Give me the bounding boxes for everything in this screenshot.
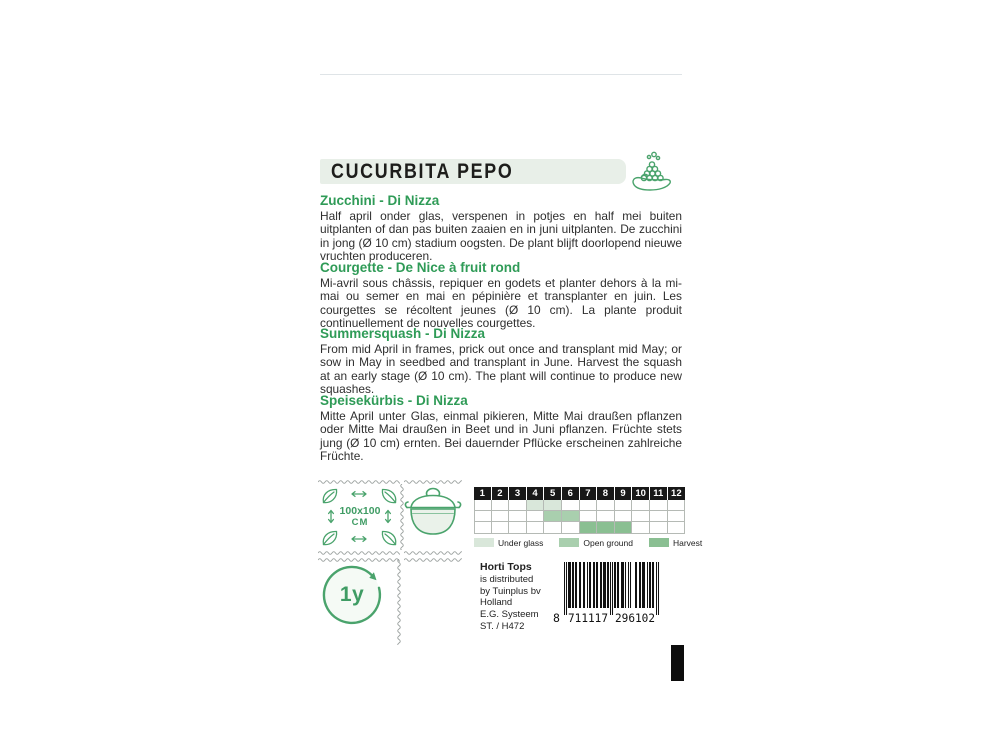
calendar-cell xyxy=(615,511,633,522)
barcode-bar xyxy=(579,562,580,608)
barcode-bar xyxy=(587,562,588,608)
barcode-bar xyxy=(594,562,595,608)
calendar-cell xyxy=(597,522,615,533)
section-body: Mitte April unter Glas, einmal pikieren, Mitte Mai draußen pflanzen oder Mitte Mai draußen in Beet und in Juni pflanzen. Früchte stets jung (Ø 10 cm) ernten. Bei dauernder Pflücke erscheinen zahlreiche Früchte. xyxy=(320,409,682,464)
barcode-bar xyxy=(593,562,594,608)
calendar-cell xyxy=(580,522,598,533)
barcode-digits: 8 xyxy=(553,611,560,624)
calendar-cell xyxy=(474,522,492,533)
sowing-calendar xyxy=(474,487,718,548)
section-en xyxy=(320,326,682,397)
barcode-bar xyxy=(568,562,569,608)
barcode-bar xyxy=(580,562,581,608)
calendar-cell xyxy=(544,522,562,533)
barcode-bar xyxy=(621,562,622,608)
page-title: CUCURBITA PEPO xyxy=(331,160,514,183)
barcode-bar xyxy=(601,562,602,608)
divider-line xyxy=(320,74,682,75)
calendar-cell xyxy=(615,500,633,511)
barcode-bar xyxy=(610,562,611,615)
legend-swatch xyxy=(474,538,494,547)
barcode-bar xyxy=(640,562,641,608)
calendar-cell xyxy=(632,511,650,522)
section-heading: Courgette - De Nice à fruit rond xyxy=(320,260,521,275)
section-heading: Speisekürbis - Di Nizza xyxy=(320,393,468,408)
section-body: Mi-avril sous châssis, repiquer en godets et planter dehors à la mi-mai ou semer en mai en pépinière et transplanter en juin. Les courgettes se récoltent jeunes (Ø 10 cm). La plante produit continuellement de nouvelles courgettes. xyxy=(320,276,682,331)
section-fr xyxy=(320,260,682,331)
section-heading: Zucchini - Di Nizza xyxy=(320,193,440,208)
barcode-bar xyxy=(650,562,651,608)
distributor-name: Horti Tops xyxy=(480,561,532,573)
barcode-bar xyxy=(647,562,648,608)
calendar-cell xyxy=(509,511,527,522)
calendar-cell xyxy=(650,511,668,522)
barcode-bar xyxy=(625,562,626,608)
legend-label: Harvest xyxy=(672,537,703,548)
distributor-line: Holland xyxy=(480,597,513,609)
calendar-cell xyxy=(668,500,686,511)
spacing-unit: CM xyxy=(351,517,369,528)
legend-swatch xyxy=(649,538,669,547)
calendar-month-cell: 12 xyxy=(668,487,686,500)
distributor-line: is distributed xyxy=(480,573,534,585)
perforation-line xyxy=(404,557,462,563)
barcode-bar xyxy=(597,562,598,608)
calendar-cell xyxy=(562,522,580,533)
calendar-month-header xyxy=(474,487,718,500)
barcode-bar xyxy=(589,562,590,608)
calendar-cell xyxy=(474,511,492,522)
calendar-month-cell: 8 xyxy=(597,487,615,500)
barcode-bar xyxy=(570,562,571,608)
calendar-cell xyxy=(509,500,527,511)
calendar-cell xyxy=(668,522,686,533)
barcode-bar xyxy=(564,562,565,615)
plant-spacing-icon xyxy=(318,483,402,551)
calendar-month-cell: 6 xyxy=(562,487,580,500)
calendar-month-cell: 7 xyxy=(580,487,598,500)
distributor-line: E.G. Systeem xyxy=(480,609,539,621)
print-registration-mark xyxy=(671,645,684,681)
calendar-row-open-ground xyxy=(474,511,718,522)
legend-item-open-ground xyxy=(559,538,633,548)
annual-cycle-label: 1y xyxy=(339,583,365,606)
calendar-month-cell: 1 xyxy=(474,487,492,500)
calendar-month-cell: 10 xyxy=(632,487,650,500)
section-body: From mid April in frames, prick out once and transplant mid May; or sow in May in seedbed and transplant in June. Harvest the squash at an early stage (Ø 10 cm). The plant will continue to produce new squashes. xyxy=(320,342,682,397)
calendar-cell xyxy=(562,500,580,511)
calendar-cell xyxy=(597,511,615,522)
leaf-icon xyxy=(320,486,340,506)
barcode-bar xyxy=(573,562,574,608)
legend-label: Open ground xyxy=(583,537,633,548)
barcode-bar xyxy=(649,562,650,608)
barcode-bar xyxy=(615,562,616,608)
legend-swatch xyxy=(559,538,579,547)
calendar-cell xyxy=(650,500,668,511)
barcode-bar xyxy=(644,562,645,608)
distributor-info xyxy=(480,562,541,633)
barcode-bar xyxy=(612,562,613,615)
barcode-bar xyxy=(628,562,629,608)
barcode-bar xyxy=(618,562,619,608)
barcode-bar xyxy=(658,562,659,615)
barcode-bar xyxy=(600,562,601,608)
calendar-cell xyxy=(632,522,650,533)
barcode-bar xyxy=(566,562,567,615)
barcode-bar xyxy=(617,562,618,608)
barcode-bar xyxy=(569,562,570,608)
calendar-cell xyxy=(597,500,615,511)
calendar-month-cell: 5 xyxy=(544,487,562,500)
calendar-grid xyxy=(474,500,718,534)
barcode-bar xyxy=(575,562,576,608)
vertical-arrow-icon xyxy=(384,508,392,525)
distributor-line: ST. / H472 xyxy=(480,620,525,632)
calendar-cell xyxy=(527,522,545,533)
barcode-bar xyxy=(576,562,577,608)
calendar-cell xyxy=(615,522,633,533)
spacing-value: 100x100 xyxy=(339,505,381,517)
barcode-bar xyxy=(603,562,604,608)
calendar-cell xyxy=(527,511,545,522)
legend-item-under-glass xyxy=(474,538,543,548)
calendar-cell xyxy=(580,500,598,511)
calendar-month-cell: 4 xyxy=(527,487,545,500)
barcode-bar xyxy=(605,562,606,608)
calendar-cell xyxy=(544,500,562,511)
legend-label: Under glass xyxy=(498,537,544,548)
barcode-digits: 296102 xyxy=(615,611,655,624)
leaf-icon xyxy=(379,486,399,506)
horizontal-arrow-icon xyxy=(349,490,369,498)
barcode-bar xyxy=(630,562,631,608)
barcode-bar xyxy=(635,562,636,608)
calendar-cell xyxy=(562,511,580,522)
barcode-bar xyxy=(643,562,644,608)
section-heading: Summersquash - Di Nizza xyxy=(320,326,486,341)
calendar-cell xyxy=(492,522,510,533)
barcode-bar xyxy=(607,562,608,608)
section-body: Half april onder glas, verspenen in potjes en half mei buiten uitplanten of dan pas buiten zaaien en in juni uitplanten. De zucchini in jong (Ø 10 cm) stadium oogsten. De plant blijft doorlopend nieuwe vruchten produceren. xyxy=(320,209,682,264)
calendar-legend xyxy=(474,538,718,548)
calendar-cell xyxy=(632,500,650,511)
calendar-cell xyxy=(509,522,527,533)
barcode-bar xyxy=(596,562,597,608)
distributor-line: by Tuinplus bv xyxy=(480,585,541,597)
barcode-bar xyxy=(608,562,609,608)
barcode-bar xyxy=(622,562,623,608)
barcode-bar xyxy=(604,562,605,608)
barcode-bar xyxy=(653,562,654,608)
barcode-bar xyxy=(572,562,573,608)
barcode-bar xyxy=(642,562,643,608)
calendar-cell xyxy=(544,511,562,522)
barcode-bar xyxy=(584,562,585,608)
calendar-cell xyxy=(668,511,686,522)
legend-item-harvest xyxy=(649,538,702,548)
barcode-bar xyxy=(656,562,657,615)
section-de xyxy=(320,393,682,464)
barcode-bar xyxy=(590,562,591,608)
barcode-bar xyxy=(583,562,584,608)
barcode-bar xyxy=(614,562,615,608)
barcode-digits: 711117 xyxy=(568,611,609,624)
calendar-cell xyxy=(650,522,668,533)
horizontal-arrow-icon xyxy=(349,535,369,543)
ean13-barcode xyxy=(550,560,666,624)
calendar-cell xyxy=(474,500,492,511)
perforation-line xyxy=(396,559,402,645)
calendar-month-cell: 9 xyxy=(615,487,633,500)
section-nl xyxy=(320,193,682,264)
calendar-cell xyxy=(580,511,598,522)
perforation-line xyxy=(404,550,462,556)
calendar-cell xyxy=(492,511,510,522)
calendar-month-cell: 2 xyxy=(492,487,510,500)
leaf-icon xyxy=(320,528,340,548)
barcode-bar xyxy=(623,562,624,608)
calendar-cell xyxy=(527,500,545,511)
barcode-bar xyxy=(636,562,637,608)
calendar-cell xyxy=(492,500,510,511)
barcode-bar xyxy=(639,562,640,608)
cooking-pot-icon xyxy=(404,485,462,547)
barcode-bar xyxy=(652,562,653,608)
calendar-month-cell: 3 xyxy=(509,487,527,500)
vertical-arrow-icon xyxy=(327,508,335,525)
calendar-month-cell: 11 xyxy=(650,487,668,500)
calendar-row-harvest xyxy=(474,522,718,533)
hand-holding-seeds-icon xyxy=(630,148,674,192)
calendar-row-under-glass xyxy=(474,500,718,511)
leaf-icon xyxy=(379,528,399,548)
